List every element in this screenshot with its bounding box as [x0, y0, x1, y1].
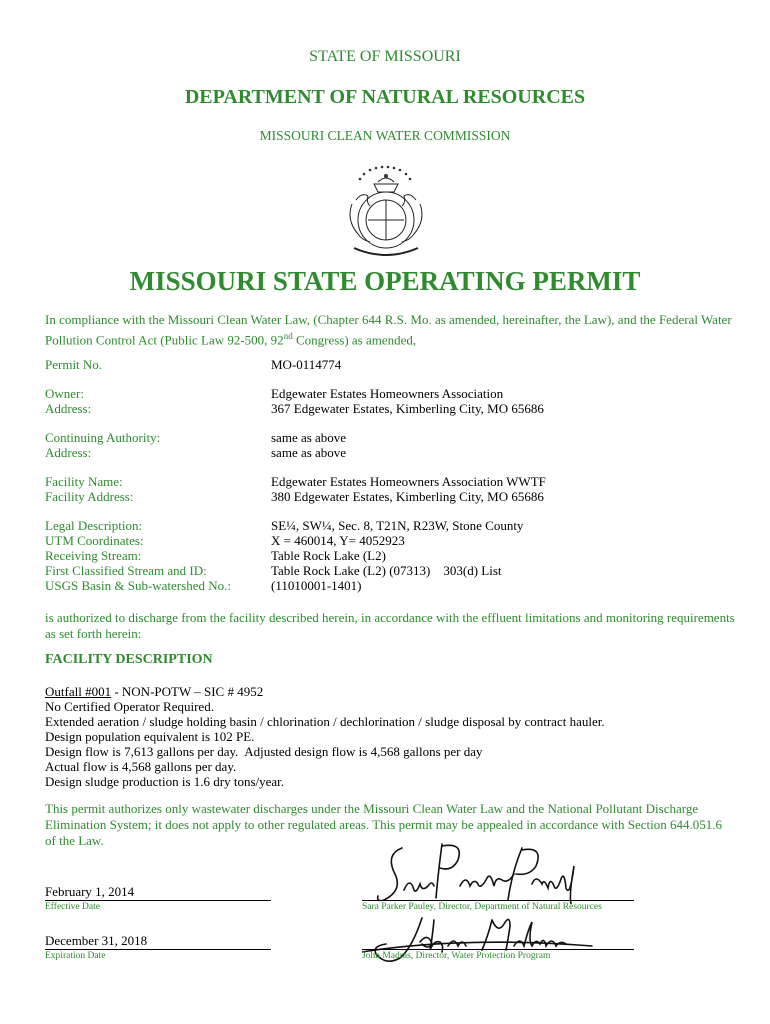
facility-description-body	[45, 684, 605, 789]
program-signature-line	[362, 933, 634, 950]
intro-text-pre: In compliance with the Missouri Clean Water Law, (Chapter 644 R.S. Mo. as amended, hereinafter, the Law), and the Federal Water Pollution Control Act (Public Law 92-500, 92	[45, 312, 732, 348]
field-row-first-classified	[45, 563, 546, 578]
facility-line: Design sludge production is 1.6 dry tons/year.	[45, 774, 285, 789]
permit-title: MISSOURI STATE OPERATING PERMIT	[129, 266, 641, 296]
field-label: Facility Name:	[45, 474, 123, 489]
field-value: MO-0114774	[271, 357, 342, 372]
field-label: Continuing Authority:	[45, 430, 161, 445]
field-row-continuing-authority	[45, 430, 546, 445]
field-row-legal-description	[45, 518, 546, 533]
facility-line: Design flow is 7,613 gallons per day. Adjusted design flow is 4,568 gallons per day	[45, 744, 483, 759]
field-label: Legal Description:	[45, 518, 143, 533]
field-label: Owner:	[45, 386, 84, 401]
field-value: 367 Edgewater Estates, Kimberling City, MO 65686	[271, 401, 544, 416]
field-label: Receiving Stream:	[45, 548, 142, 563]
facility-description-heading: FACILITY DESCRIPTION	[45, 652, 213, 667]
intro-paragraph	[45, 312, 735, 348]
state-heading: STATE OF MISSOURI	[309, 48, 461, 65]
director-caption: Sara Parker Pauley, Director, Department of Natural Resources	[362, 902, 602, 912]
field-label: Facility Address:	[45, 489, 134, 504]
field-label: Address:	[45, 401, 92, 416]
field-row-facility-address	[45, 489, 546, 504]
effective-date: February 1, 2014	[45, 884, 135, 899]
field-row-facility-name	[45, 474, 546, 489]
field-label: UTM Coordinates:	[45, 533, 144, 548]
field-value: same as above	[271, 430, 347, 445]
field-value: (11010001-1401)	[271, 578, 362, 593]
field-value: Table Rock Lake (L2)	[271, 548, 386, 563]
field-value: SE¼, SW¼, Sec. 8, T21N, R23W, Stone County	[271, 518, 524, 533]
facility-line: Design population equivalent is 102 PE.	[45, 729, 255, 744]
outfall-line	[45, 684, 605, 699]
expiration-date-line	[45, 933, 271, 950]
field-row-receiving-stream	[45, 548, 546, 563]
missouri-state-seal-icon	[334, 160, 438, 264]
field-value: Edgewater Estates Homeowners Association WWTF	[271, 474, 546, 489]
field-row-owner	[45, 386, 546, 401]
field-value: 380 Edgewater Estates, Kimberling City, MO 65686	[271, 489, 544, 504]
field-row-owner-address	[45, 401, 546, 416]
field-value: Table Rock Lake (L2) (07313) 303(d) List	[271, 563, 502, 578]
field-row-utm	[45, 533, 546, 548]
law-paragraph: This permit authorizes only wastewater discharges under the Missouri Clean Water Law and the National Pollutant Discharge Elimination System; it does not apply to other regulated areas. This permit may be appealed in accordance with Section 644.051.6 of the Law.	[45, 801, 723, 848]
field-value: same as above	[271, 445, 347, 460]
facility-line: Extended aeration / sludge holding basin / chlorination / dechlorination / sludge disposal by contract hauler.	[45, 714, 605, 729]
commission-heading: MISSOURI CLEAN WATER COMMISSION	[259, 128, 511, 143]
field-value: X = 460014, Y= 4052923	[271, 533, 405, 548]
facility-line: No Certified Operator Required.	[45, 699, 214, 714]
field-label: USGS Basin & Sub-watershed No.:	[45, 578, 231, 593]
field-value: Edgewater Estates Homeowners Association	[271, 386, 504, 401]
expiration-date-caption: Expiration Date	[45, 951, 106, 961]
authorized-paragraph: is authorized to discharge from the facility described herein, in accordance with the effluent limitations and monitoring requirements as set forth herein:	[45, 610, 735, 641]
field-row-ca-address	[45, 445, 546, 460]
field-label: Permit No.	[45, 357, 103, 372]
department-heading: DEPARTMENT OF NATURAL RESOURCES	[184, 86, 586, 108]
expiration-date: December 31, 2018	[45, 933, 148, 948]
director-signature-line	[362, 884, 634, 901]
intro-text-post: Congress) as amended,	[292, 332, 417, 348]
field-label: First Classified Stream and ID:	[45, 563, 207, 578]
field-row-permit-no	[45, 357, 546, 372]
effective-date-line	[45, 884, 271, 901]
facility-line: Actual flow is 4,568 gallons per day.	[45, 759, 237, 774]
permit-fields	[45, 357, 546, 607]
intro-superscript: nd	[283, 331, 293, 341]
outfall-label: Outfall #001	[45, 684, 112, 699]
outfall-detail: - NON-POTW – SIC # 4952	[111, 684, 264, 699]
field-label: Address:	[45, 445, 92, 460]
program-caption: John Madras, Director, Water Protection Program	[362, 951, 551, 961]
field-row-usgs-basin	[45, 578, 546, 593]
effective-date-caption: Effective Date	[45, 902, 100, 912]
